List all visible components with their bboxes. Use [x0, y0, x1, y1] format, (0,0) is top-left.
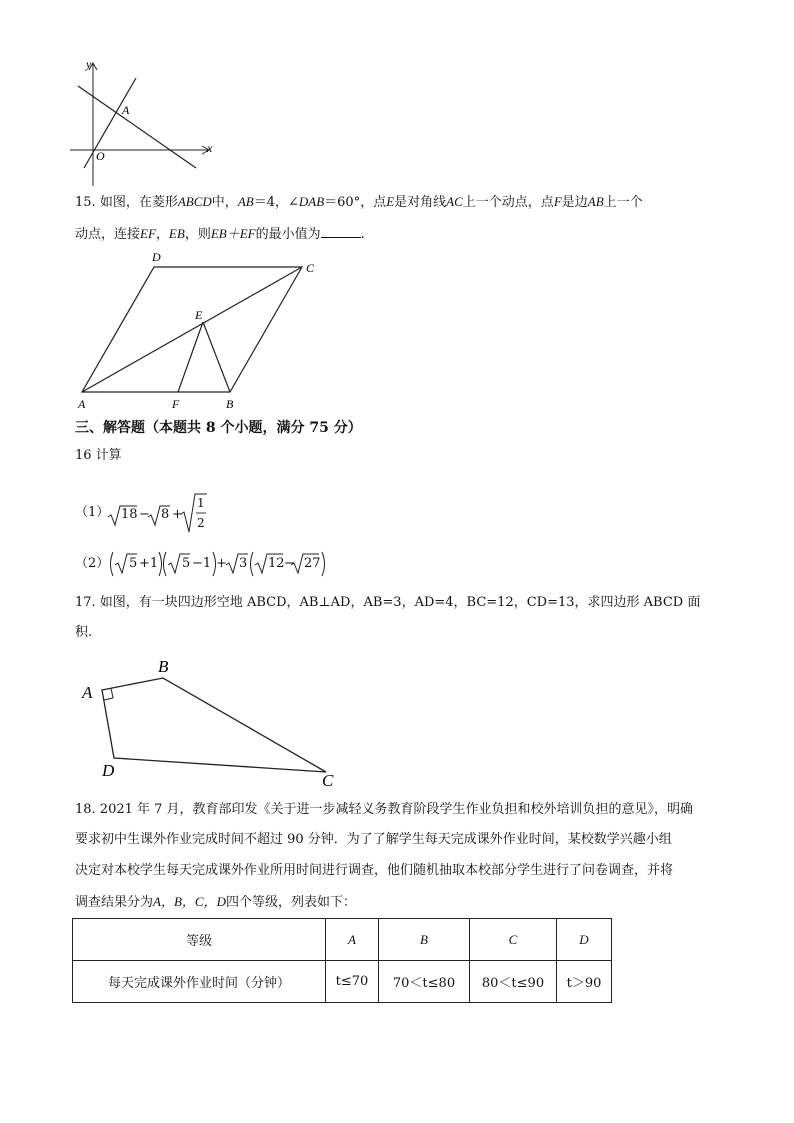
label-a: A — [78, 397, 86, 411]
q15-text: 如图，在菱形 — [99, 195, 178, 210]
segment-eb — [203, 322, 230, 392]
q18-line-3: 决定对本校学生每天完成课外作业所用时间进行调查，他们随机抽取本校部分学生进行了问卷调查，并将 — [75, 863, 674, 878]
q15-abcd: ABCD — [177, 194, 212, 209]
label-b: B — [158, 657, 169, 676]
q15-ab: AB — [237, 194, 254, 209]
q16-p2-sqrt3: 3 — [239, 556, 248, 571]
q16-p2-sqrt5-a: 5 — [129, 556, 138, 571]
q16-p1-8: 8 — [161, 507, 170, 522]
q15-text: 动点，连接 — [75, 227, 141, 242]
q16-part-1-label: （1） — [75, 505, 110, 520]
q17-line-1: 17. 如图，有一块四边形空地 ABCD，AB⊥AD，AB=3，AD=4，BC=12，CD=13，求四边形 ABCD 面 — [75, 595, 701, 610]
point-a-label: A — [122, 103, 130, 117]
q15-ac: AC — [446, 194, 463, 209]
table-cell: t＞90 — [557, 961, 612, 1003]
q16-p2-sqrt12: 12 — [268, 556, 285, 571]
table-row — [73, 961, 612, 1003]
line-through-origin — [84, 78, 136, 168]
q15-line-2 — [75, 225, 365, 244]
table-cell: 80＜t≤90 — [470, 961, 557, 1003]
section-3-title: 三、解答题（本题共 8 个小题，满分 75 分） — [75, 420, 362, 436]
q16-p2-plus1: +1 — [139, 556, 159, 571]
grade-table — [72, 918, 612, 1003]
q15-text: 的最小值为 — [255, 227, 321, 242]
q16-p1-18: 18 — [121, 507, 138, 522]
q16-part-2-label: （2） — [75, 556, 110, 571]
q16-p2-minus1: −1 — [192, 556, 212, 571]
label-d: D — [102, 761, 115, 780]
q16-p2-sqrt5-b: 5 — [182, 556, 191, 571]
q15-f: F — [553, 194, 562, 209]
label-a: A — [82, 683, 93, 702]
table-header: D — [557, 919, 612, 961]
label-c: C — [322, 771, 334, 790]
q15-text: 是边 — [561, 195, 588, 210]
q16-p2-plus: + — [216, 556, 227, 571]
q16-p1-numerator: 1 — [197, 496, 205, 510]
q15-expression: EB＋EF — [210, 226, 256, 241]
label-f: F — [172, 397, 180, 411]
q16-p1-minus: − — [139, 507, 150, 522]
table-row — [73, 919, 612, 961]
q15-figure — [70, 248, 330, 414]
q15-ab: AB — [587, 194, 604, 209]
table-header: B — [379, 919, 470, 961]
q18-line-1: 18. 2021 年 7 月，教育部印发《关于进一步减轻义务教育阶段学生作业负担和校外培训负担的意见》，明确 — [75, 802, 694, 817]
q18-text: 调查结果分为 — [75, 895, 154, 910]
table-cell: t≤70 — [326, 961, 379, 1003]
table-cell: 70＜t≤80 — [379, 961, 470, 1003]
q15-eb: EB — [168, 226, 185, 241]
quadrilateral-abcd — [102, 678, 326, 772]
q15-dab: DAB — [298, 194, 325, 209]
diagonal-ac — [82, 267, 302, 392]
q15-text: ，则 — [184, 227, 211, 242]
answer-blank — [321, 225, 361, 238]
x-axis-label: x — [207, 141, 213, 155]
y-axis-label: y — [86, 57, 92, 71]
label-c: C — [306, 261, 315, 275]
q16-part-1 — [75, 492, 235, 534]
q18-grade-list: A，B，C，D — [153, 894, 226, 909]
q15-line-1 — [75, 193, 643, 212]
q18-text: 四个等级，列表如下： — [225, 895, 356, 910]
q16-part-2 — [75, 549, 345, 579]
q15-text: 中， — [211, 195, 238, 210]
q18-line-4 — [75, 893, 356, 912]
label-e: E — [195, 308, 203, 322]
table-header: C — [470, 919, 557, 961]
q16-p2-sqrt27: 27 — [304, 556, 321, 571]
q15-text: ， — [155, 227, 169, 242]
q17-figure — [76, 652, 348, 792]
label-b: B — [226, 397, 234, 411]
q15-text: ＝60°，点 — [324, 195, 387, 210]
segment-ef — [178, 322, 203, 392]
q15-number: 15. — [75, 195, 96, 210]
q15-text: ＝4，∠ — [253, 195, 299, 210]
label-d: D — [152, 250, 161, 264]
q15-e: E — [386, 194, 395, 209]
q15-ef: EF — [140, 226, 156, 241]
q16-p1-plus: + — [172, 507, 183, 522]
q14-figure — [62, 56, 222, 192]
q15-text: 上一个动点，点 — [462, 195, 554, 210]
table-header: 等级 — [73, 919, 326, 961]
q16-p2-minus: − — [284, 556, 295, 571]
table-header: A — [326, 919, 379, 961]
q18-line-2: 要求初中生课外作业完成时间不超过 90 分钟．为了了解学生每天完成课外作业时间，某校数学兴趣小组 — [75, 832, 672, 847]
q15-text: 上一个 — [603, 195, 643, 210]
q15-text: 是对角线 — [394, 195, 447, 210]
origin-label: O — [96, 149, 105, 163]
q17-line-2: 积. — [75, 625, 93, 640]
q16-p1-denominator: 2 — [197, 516, 205, 530]
q15-text: . — [360, 227, 365, 242]
table-row-label: 每天完成课外作业时间（分钟） — [73, 961, 326, 1003]
q16-title: 16 计算 — [75, 448, 122, 463]
